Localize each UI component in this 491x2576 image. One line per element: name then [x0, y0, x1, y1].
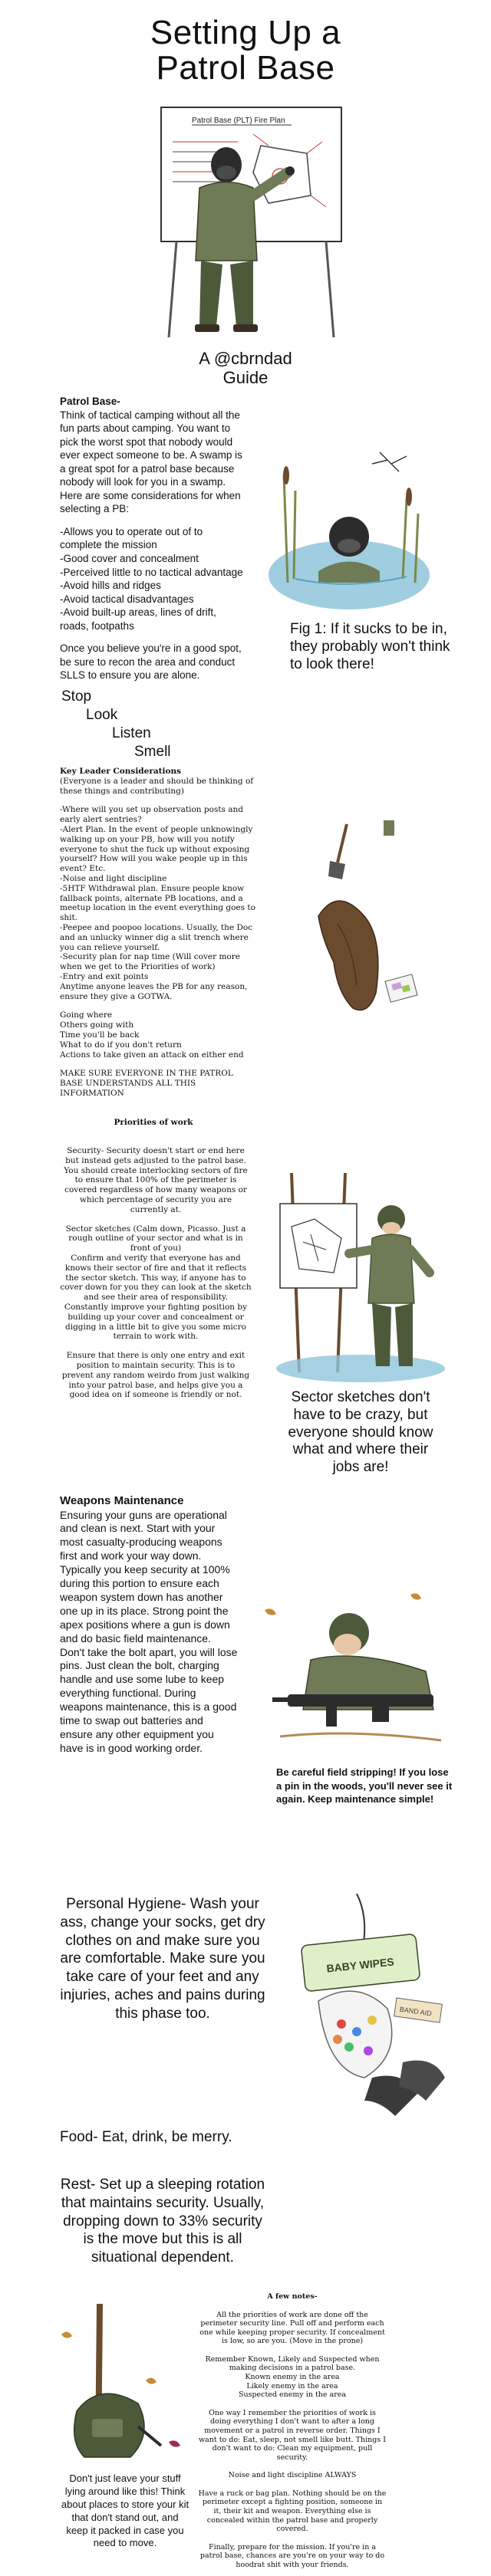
key-leader-item: Anytime anyone leaves the PB for any reason, ensure they give a GOTWA.: [60, 981, 248, 1001]
priority-confirm: Confirm and verify that everyone has and knows their sector of fire and that it reflects the sector sketch. This way, if anyone has to cover down for you they can look at the sketch and see their area of responsibility.: [60, 1253, 252, 1303]
consideration-item: -Perceived little to no tactical advantage: [60, 566, 243, 578]
easel-painter-illustration: [269, 1165, 453, 1388]
ruck-caption: Don't just leave your stuff lying around like this! Think about places to store your kit that don't stand out, and keep it packed in case you need to move.: [61, 2472, 189, 2549]
gotwa-line: Others going with: [60, 1020, 134, 1030]
slls-smell: Smell: [134, 744, 171, 760]
priority-security: Security- Security doesn't start or end here but instead gets adjusted to the patrol base. You should create interlocking sectors of fire to ensure that 100% of the perimeter is covered regardless of how many weapons or which percentage of security you are currently at.: [64, 1146, 248, 1214]
consideration-item: -Avoid hills and ridges: [60, 580, 161, 592]
key-leader-item: -Alert Plan. In the event of people unknowingly walking up on your PB, how will you notify everyone to shut the fuck up without exposing yourself? How will you wake people up in this event? Etc.: [60, 824, 253, 874]
fig1-caption: Fig 1: If it sucks to be in, they probably won't think to look there!: [290, 621, 450, 672]
guide-line-1: A @cbrndad: [199, 349, 292, 368]
consideration-item: -Allows you to operate out of to complete the mission: [60, 525, 203, 551]
notes-p2: Remember Known, Likely and Suspected when making decisions in a patrol base.: [205, 2354, 380, 2373]
hygiene-text: Personal Hygiene- Wash your ass, change your socks, get dry clothes on and make sure you are comfortable. Make sure you take care of your feet and any injuries, aches and pains during this phase too.: [60, 1896, 265, 2022]
patrol-base-section: [60, 395, 244, 682]
notes-p1: All the priorities of work are done off the perimeter security line. Pull off and perform each one while keeping proper security. If concealment is low, so are you. (Move in the prone): [199, 2310, 385, 2346]
key-leader-item: -Security plan for nap time (Will cover more when we get to the Priorities of work): [60, 952, 240, 972]
weapons-caption: Be careful field stripping! If you lose a pin in the woods, you'll never see it again. Keep maintenance simple!: [276, 1766, 453, 1806]
priority-entry-exit: Ensure that there is only one entry and exit position to maintain security. This is to prevent any random weirdo from just walking into your patrol base, and helps give you a good idea on if someone is friendly or not.: [61, 1351, 250, 1400]
key-leader-section: [60, 767, 255, 1099]
notes-p4: Noise and light discipline ALWAYS: [228, 2471, 357, 2480]
ruck-tree-illustration: [54, 2304, 192, 2465]
gotwa-line: Actions to take given an attack on either end: [60, 1050, 244, 1060]
notes-heading: A few notes-: [267, 2292, 318, 2301]
weapons-heading: Weapons Maintenance: [60, 1494, 184, 1507]
gotwa-line: Going where: [60, 1010, 113, 1020]
patrol-base-intro: Think of tactical camping without all the fun parts about camping. You want to pick the worst spot that nobody would ever expect someone to be. A swamp is a great spot for a patrol base because nobody will look for you in a swamp.: [60, 409, 242, 488]
key-leader-item: -Entry and exit points: [60, 971, 149, 981]
rest-text: Rest- Set up a sleeping rotation that maintains security. Usually, dropping down to 33% security is the move but this is all situational dependent.: [60, 2177, 265, 2266]
key-leader-heading: Key Leader Considerations: [60, 767, 182, 776]
board-title: Patrol Base (PLT) Fire Plan: [192, 117, 285, 125]
slls-look: Look: [86, 707, 118, 723]
notes-p3: One way I remember the priorities of work is doing everything I don't want to after a long movement or a patrol in reverse order. Things I want to do: Eat, sleep, not smell like butt. Things I don't want to do: Clean my equipment, pull security.: [198, 2408, 387, 2462]
key-leader-item: -Where will you set up observation posts and early alert sentries?: [60, 805, 244, 825]
weapons-section: [60, 1493, 238, 1756]
title-line-2: Patrol Base: [156, 49, 335, 87]
priorities-section: [60, 1146, 252, 1400]
key-leader-subheading: (Everyone is a leader and should be thinking of these things and contributing): [60, 776, 254, 796]
title-line-1: Setting Up a: [150, 14, 341, 51]
notes-section: [198, 2292, 387, 2569]
key-leader-item: -5HTF Withdrawal plan. Ensure people know fallback points, alternate PB locations, and a meetup location in the event everything goes to shit.: [60, 883, 255, 923]
band-aid-label: BAND AID: [399, 2005, 433, 2018]
consideration-item: -Avoid tactical disadvantages: [60, 593, 194, 605]
slls-listen: Listen: [112, 725, 151, 741]
log-shovel-illustration: [292, 816, 437, 1031]
hygiene-supplies-illustration: [272, 1886, 456, 2131]
notes-p5: Have a ruck or bag plan. Nothing should be on the perimeter except a fighting position, someone in it, their kit and weapon. Everything else is concealed within the patrol base and properly covered.: [198, 2489, 387, 2534]
guide-line-2: Guide: [222, 368, 269, 388]
patrol-base-heading: Patrol Base-: [60, 396, 120, 407]
patrol-base-considerations-intro: Here are some considerations for when selecting a PB:: [60, 489, 241, 515]
key-leader-item: -Noise and light discipline: [60, 873, 167, 883]
whiteboard-illustration: [146, 100, 353, 345]
gotwa-line: Time you'll be back: [60, 1030, 140, 1040]
page-title: [0, 15, 491, 86]
consideration-item: -Good cover and concealment: [60, 553, 199, 565]
patrol-base-closing: Once you believe you're in a good spot, be sure to recon the area and conduct SLLS to ensure you are alone.: [60, 642, 242, 682]
food-text: Food- Eat, drink, be merry.: [60, 2129, 232, 2145]
priority-improve: Constantly improve your fighting position by building up your cover and concealment or digging in a little bit to give you some micro terrain to work with.: [64, 1302, 248, 1342]
rifle-maintenance-illustration: [257, 1587, 456, 1756]
key-leader-item: -Peepee and poopoo locations. Usually, the Doc and an unlucky winner dig a slit trench where you can relieve yourself.: [60, 922, 253, 952]
baby-wipes-label: BABY WIPES: [325, 1955, 395, 1975]
notes-known: Known enemy in the area: [245, 2373, 340, 2382]
priorities-heading: Priorities of work: [114, 1118, 193, 1127]
notes-p6: Finally, prepare for the mission. If you're in a patrol base, chances are you're on your way to do hoodrat shit with your friends.: [199, 2542, 385, 2569]
swamp-illustration: [265, 445, 433, 621]
gotwa-line: What to do if you don't return: [60, 1040, 182, 1050]
slls-stop: Stop: [61, 688, 92, 705]
notes-likely: Likely enemy in the area: [246, 2381, 338, 2390]
consideration-item: -Avoid built-up areas, lines of drift, roads, footpaths: [60, 606, 216, 632]
notes-suspected: Suspected enemy in the area: [238, 2390, 347, 2400]
sector-sketch-caption: Sector sketches don't have to be crazy, but everyone should know what and where their jobs are!: [288, 1389, 433, 1476]
make-sure-notice: MAKE SURE EVERYONE IN THE PATROL BASE UNDERSTANDS ALL THIS INFORMATION: [60, 1069, 233, 1098]
guide-byline: [153, 349, 338, 388]
weapons-body: Ensuring your guns are operational and clean is next. Start with your most casualty-producing weapons first and work your way down. Typically you keep security at 100% during this portion to ensure each weapon system down has another one up in its place. Strong point the apex positions where a gun is down and do basic field maintenance. Don't take the bolt apart, you will lose pins. Just clean the bolt, charging handle and use some lube to keep everything functional. During weapons maintenance, this is a good time to swap out batteries and ensure any other equipment you have is in good working order.: [60, 1508, 238, 1754]
priority-sketches: Sector sketches (Calm down, Picasso. Just a rough outline of your sector and what is in front of you): [65, 1224, 246, 1254]
